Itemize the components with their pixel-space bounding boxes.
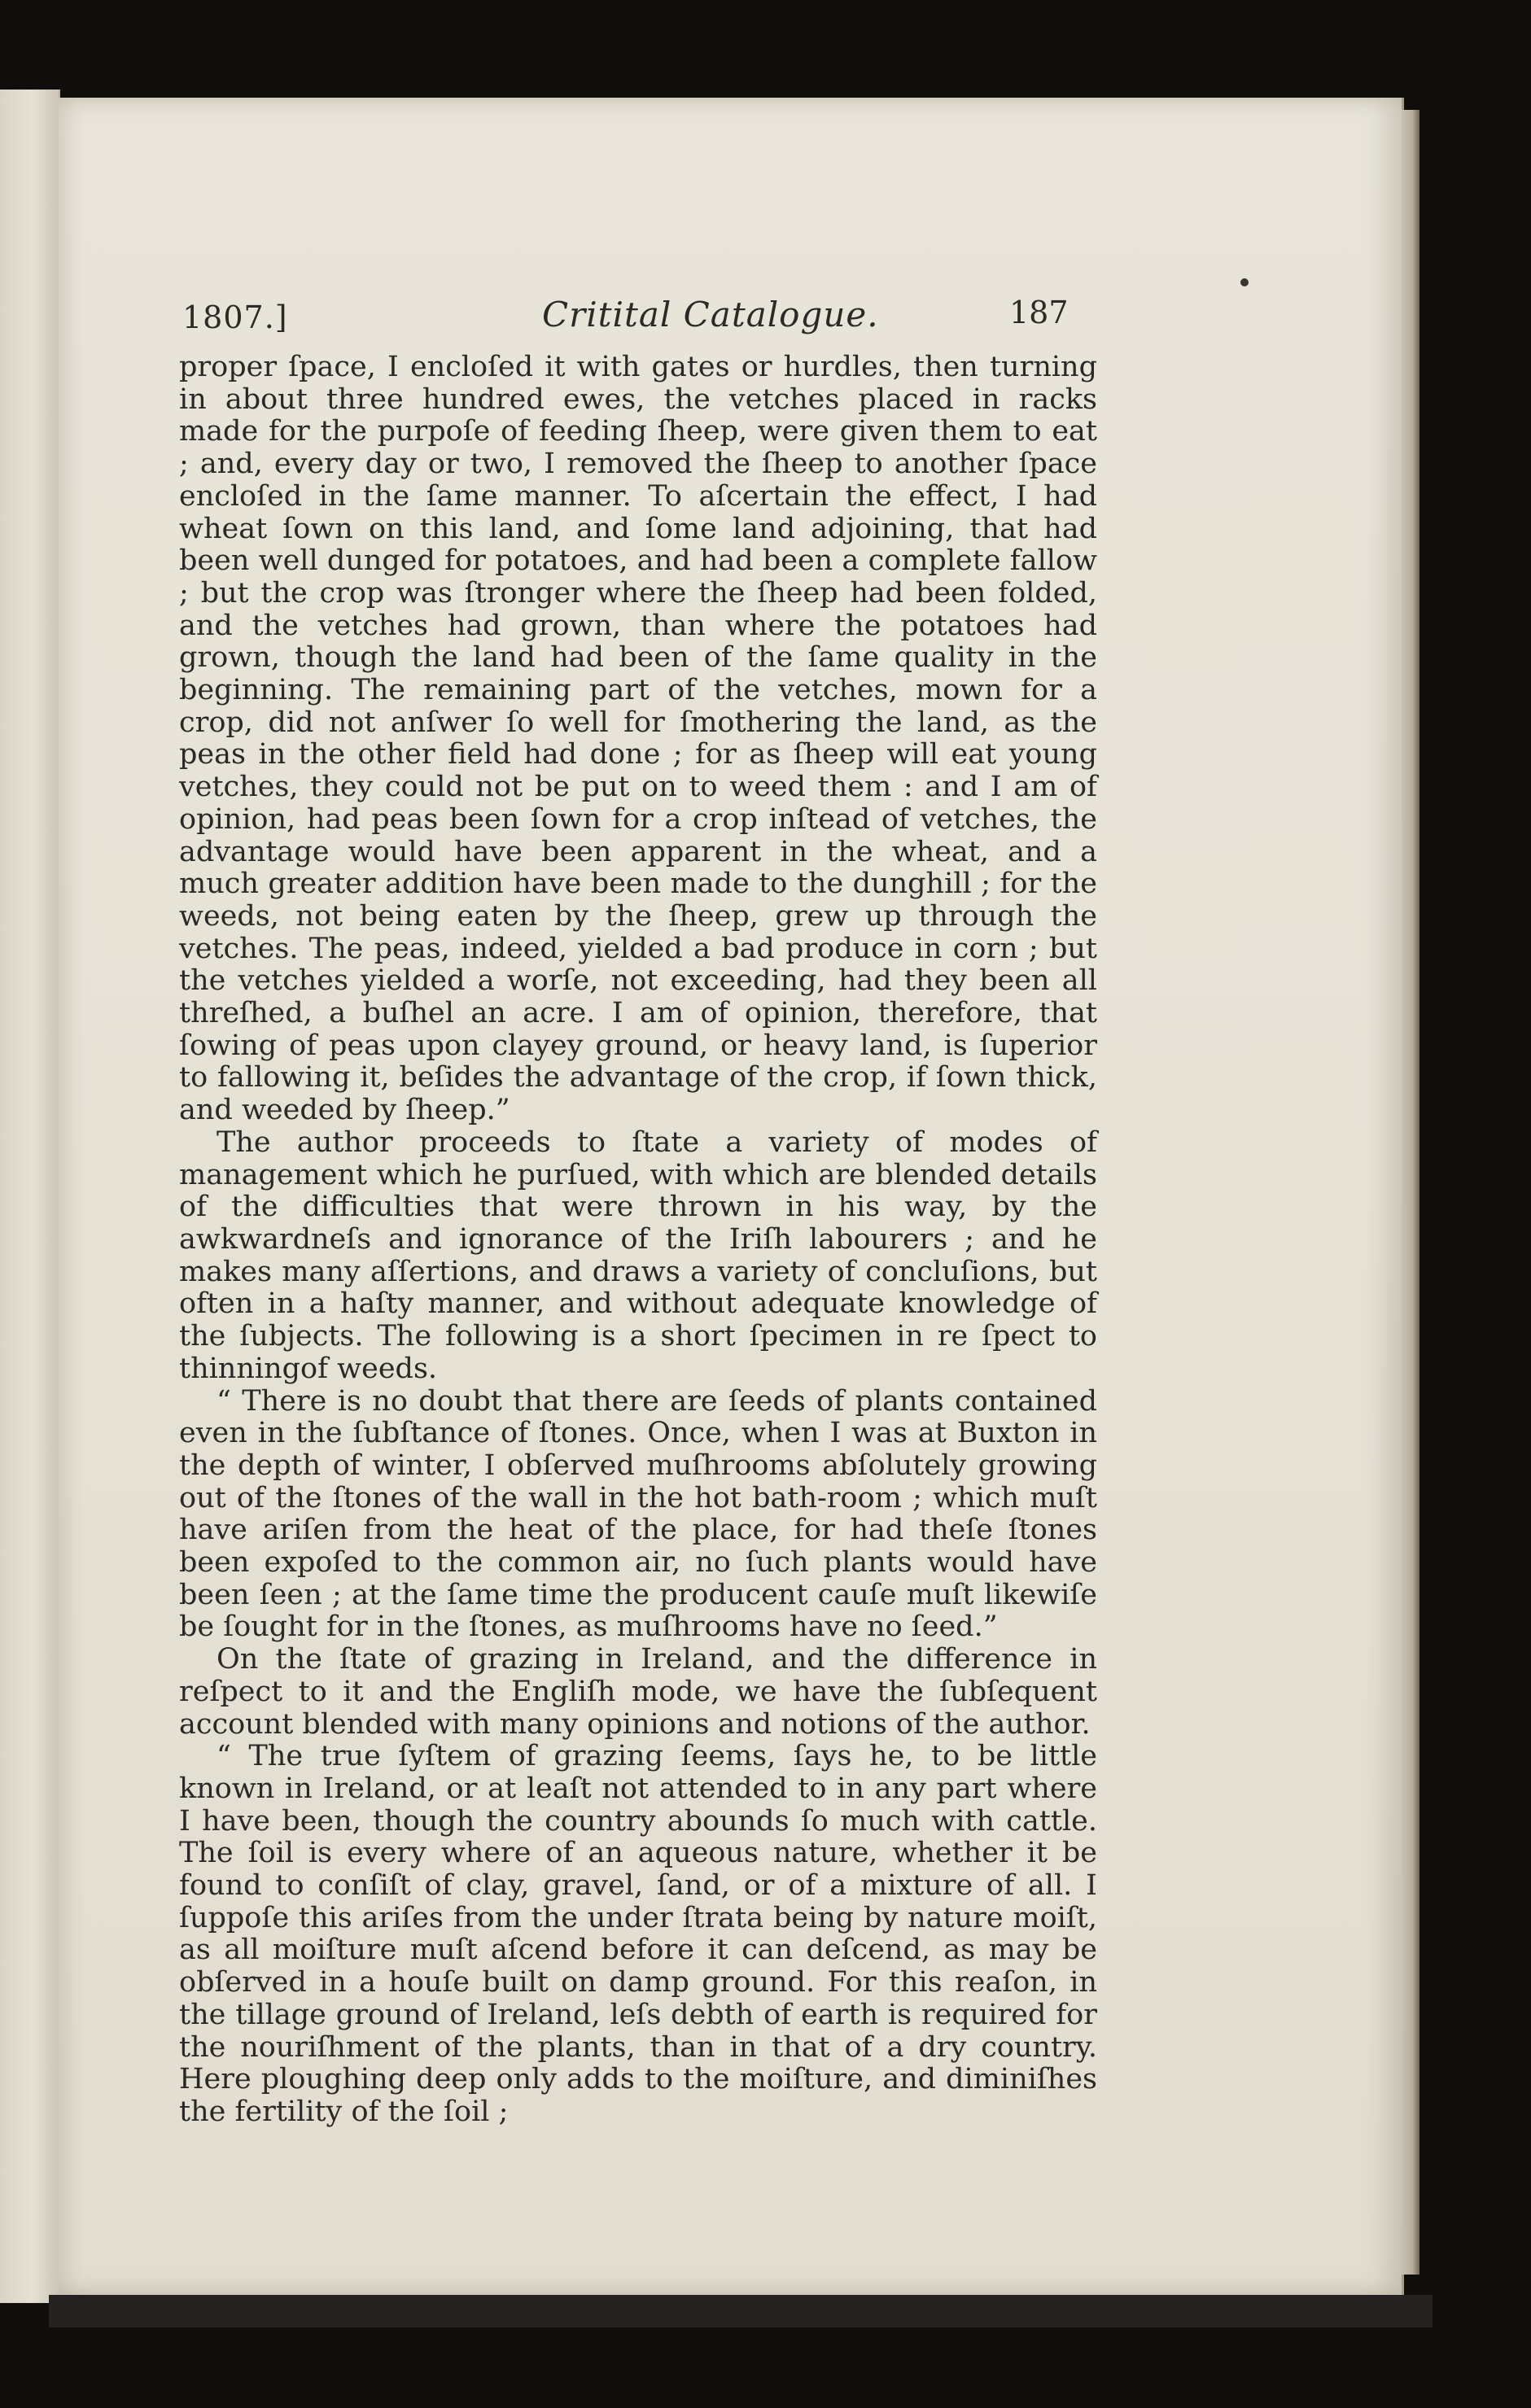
header-title: Critital Catalogue. xyxy=(542,295,879,334)
page-body-text xyxy=(179,352,1097,2129)
right-page-edge xyxy=(1402,110,1419,2275)
paragraph-author-proceeds: The author proceeds to ſtate a variety of modes of management which he purſued, with which are blended details of the difficulties that were thrown in his way, by the awkwardneſs and ignorance of the Iriſh labourers ; and he makes many aſſertions, and draws a variety of concluſions, but often in a haſty manner, and without adequate knowledge of the ſubjects. The following is a short ſpecimen in re ſpect to thinningof weeds. xyxy=(179,1125,1097,1385)
paragraph-continuation: proper ſpace, I encloſed it with gates or hurdles, then turning in about three hundred ewes, the vetches placed in racks made for the purpoſe of feeding ſheep, were given them to eat ; and, every day or two, I removed the ſheep to another ſpace encloſed in the ſame manner. To aſcertain the effect, I had wheat ſown on this land, and ſome land adjoining, that had been well dunged for potatoes, and had been a complete fallow ; but the crop was ſtronger where the ſheep had been folded, and the vetches had grown, than where the potatoes had grown, though the land had been of the ſame quality in the beginning. The remaining part of the vetches, mown for a crop, did not anſwer ſo well for ſmothering the land, as the peas in the other field had done ; for as ſheep will eat young vetches, they could not be put on to weed them : and I am of opinion, had peas been ſown for a crop inſtead of vetches, the advantage would have been apparent in the wheat, and a much greater addition have been made to the dunghill ; for the weeds, not being eaten by the ſheep, grew up through the vetches. The peas, indeed, yielded a bad produce in corn ; but the vetches yielded a worſe, not exceeding, had they been all threſhed, a buſhel an acre. I am of opinion, therefore, that ſowing of peas upon clayey ground, or heavy land, is ſuperior to fallowing it, beſides the advantage of the crop, if ſown thick, and weeded by ſheep.” xyxy=(179,351,1097,1127)
paragraph-seeds-quote: “ There is no doubt that there are ſeeds of plants contained even in the ſubſtance of ſtones. Once, when I was at Buxton in the depth of winter, I obſerved muſhrooms abſolutely growing out of the ſtones of the wall in the hot bath-room ; which muſt have ariſen from the heat of the place, for had theſe ſtones been expoſed to the common air, no ſuch plants would have been ſeen ; at the ſame time the producent cauſe muſt likewiſe be ſought for in the ſtones, as muſhrooms have no ſeed.” xyxy=(179,1384,1097,1644)
ink-speck xyxy=(1240,278,1249,286)
paragraph-grazing-quote: “ The true ſyſtem of grazing ſeems, ſays he, to be little known in Ireland, or at leaſt not attended to in any part where I have been, though the country abounds ſo much with cattle. The ſoil is every where of an aqueous nature, whether it be found to conſiſt of clay, gravel, ſand, or of a mixture of all. I ſuppoſe this ariſes from the under ſtrata being by nature moiſt, as all moiſture muſt aſcend before it can deſcend, as may be obſerved in a houſe built on damp ground. For this reaſon, in the tillage ground of Ireland, leſs debth of earth is required for the nouriſhment of the plants, than in that of a dry country. Here ploughing deep only adds to the moiſture, and diminiſhes the fertility of the ſoil ; xyxy=(179,1740,1097,2128)
bottom-shadow xyxy=(49,2295,1433,2327)
header-year: 1807.] xyxy=(182,299,288,335)
left-page-edge xyxy=(0,90,60,2303)
running-header xyxy=(120,197,1073,335)
page-number: 187 xyxy=(1009,295,1069,330)
paragraph-grazing-intro: On the ſtate of grazing in Ireland, and the difference in reſpect to it and the Engliſh mode, we have the ſubſequent account blended with many opinions and notions of the author. xyxy=(179,1643,1097,1741)
